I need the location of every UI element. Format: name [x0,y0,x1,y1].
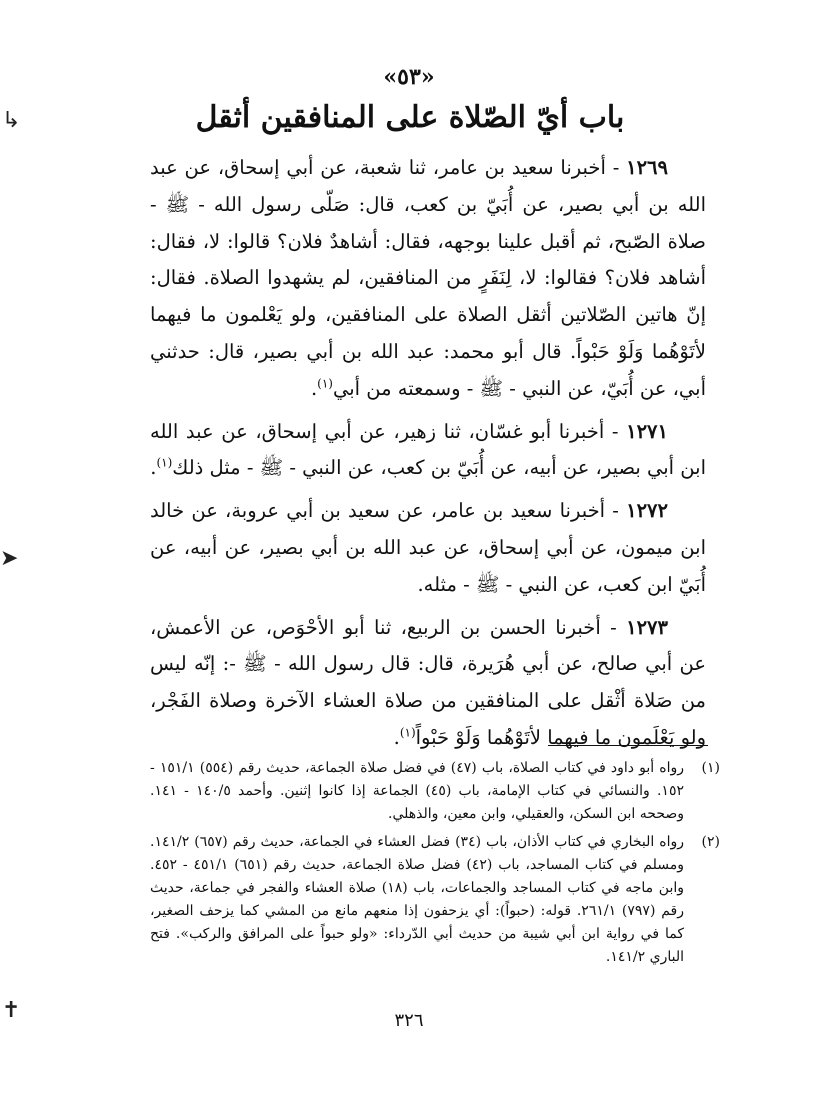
hadith-number: ١٢٧٣ [626,615,668,639]
footnote-reference: (١) [156,455,173,470]
hadith-end: . [310,376,318,400]
chapter-number: «٥٣» [383,64,435,90]
hadith-text: - أخبرنا الحسن بن الربيع، ثنا أبو الأحْوَص، عن الأعمش، عن أبي صالح، عن أبي هُرَيرة، قال: قال رسول الله - ﷺ -: إنّه ليس من صَلاة أثْقل على المنافقين من صلاة العشاء الآخرة وصلاة الفَجْر، ولو يَعْلَمون ما فيهما لأتَوْهُما وَلَوْ حَبْواً [150,615,706,749]
footnote-text: رواه البخاري في كتاب الأذان، باب (٣٤) فضل العشاء في الجماعة، حديث رقم (٦٥٧) ١٤١/٢. ومسلم في كتاب المساجد، باب (٤٢) فضل صلاة الجماعة، حديث رقم (٦٥١) ٤٥١/١ - ٤٥٢. وابن ماجه في كتاب المساجد والجماعات، باب (١٨) صلاة العشاء والفجر في جماعة، حديث رقم (٧٩٧) ٢٦١/١. قوله: (حبواً): أي يزحفون إذا منعهم مانع من المشي كما يزحف الصغير، كما في رواية ابن أبي شيبة من حديث أبي الدّرداء: «ولو حبواً على المرافق والركب». فتح الباري ١٤١/٢. [150,834,684,965]
hadith-paragraph [150,610,706,757]
footnotes [150,757,720,974]
hadith-paragraph [150,150,706,408]
hadith-paragraph [150,414,706,488]
footnote [150,757,720,826]
margin-mark-icon: ➤ [0,546,19,571]
footnote-reference: (١) [317,376,333,391]
hadith-text: - أخبرنا سعيد بن عامر، عن سعيد بن أبي عروبة، عن خالد ابن ميمون، عن أبي إسحاق، عن عبد الله بن أبي بصير، عن أبيه، عن أُبَيّ ابن كعب، عن النبي - ﷺ - مثله. [150,499,706,596]
hadith-number: ١٢٧١ [626,419,668,443]
margin-mark-icon: ↳ [2,108,21,133]
footnote-text: رواه أبو داود في كتاب الصلاة، باب (٤٧) في فضل صلاة الجماعة، حديث رقم (٥٥٤) ١٥١/١ - ١٥٢. والنسائي في كتاب الإمامة، باب (٤٥) الجماعة إذا كانوا إثنين. وأحمد ١٤٠/٥ - ١٤١. وصححه ابن السكن، والعقيلي، وابن معين، والذهلي. [150,760,684,822]
hadith-text: - أخبرنا أبو غسّان، ثنا زهير، عن أبي إسحاق، عن عبد الله ابن أبي بصير، عن أبيه، عن أُبَيّ بن كعب، عن النبي - ﷺ - مثل ذلك [150,419,706,480]
margin-mark-icon: ✝ [2,998,21,1023]
footnote-reference: (١) [399,725,416,740]
footnote-number: (٢) [701,834,720,850]
footnote-divider [548,745,708,746]
hadith-text: - أخبرنا سعيد بن عامر، ثنا شعبة، عن أبي إسحاق، عن عبد الله بن أبي بصير، عن أُبَيّ بن كعب، قال: صَلّى رسول الله - ﷺ - صلاة الصّبح، ثم أقبل علينا بوجهه، فقال: أشاهدٌ فلان؟ قالوا: لا، فقال: أشاهد فلان؟ فقالوا: لا، لِنَفَرٍ من المنافقين، لم يشهدوا الصلاة. فقال: إنّ هاتين الصّلاتين أثقل الصلاة على المنافقين، ولو يَعْلمون ما فيهما لأتَوْهُما وَلَوْ حَبْواً. قال أبو محمد: عبد الله بن أبي بصير، قال: حدثني أبي، عن أُبَيّ، عن النبي - ﷺ - وسمعته من أبي [150,156,706,400]
footnote-number: (١) [701,760,720,776]
hadith-body [150,150,706,763]
hadith-end: . [150,456,157,480]
hadith-paragraph [150,493,706,603]
chapter-title: باب أيّ الصّلاة على المنافقين أثقل [195,100,625,135]
footnote [150,831,720,969]
hadith-number: ١٢٧٢ [626,499,669,523]
page-number: ٣٢٦ [394,1010,424,1031]
hadith-number: ١٢٦٩ [626,156,668,179]
hadith-end: . [393,725,400,749]
